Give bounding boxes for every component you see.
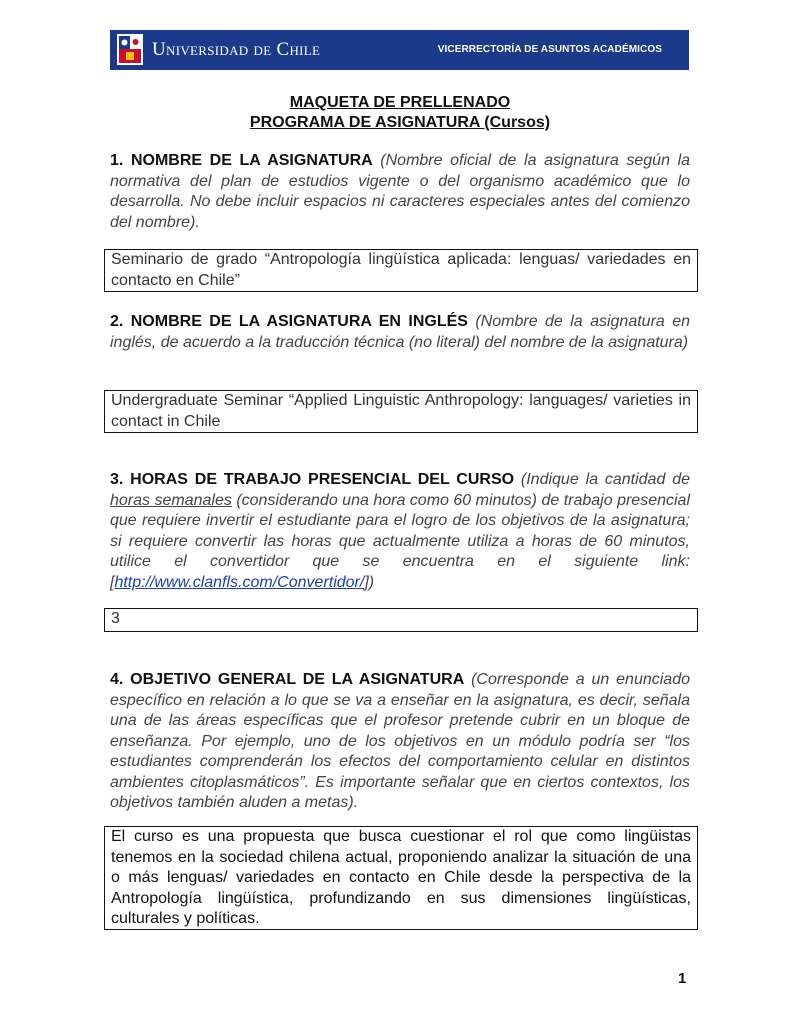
- document-title: MAQUETA DE PRELLENADO: [289, 94, 511, 111]
- section-3-desc-part1: (Indique la cantidad de: [520, 471, 690, 488]
- section-3-answer-box: [104, 608, 698, 632]
- section-1-description: (Nombre oficial de la asignatura según la normativa del plan de estudios vigente o del organismo académico que lo desarrolla. No debe incluir espacios ni caracteres especiales antes del comienzo del nombre).: [110, 152, 691, 231]
- section-2-heading: 2. NOMBRE DE LA ASIGNATURA EN INGLÉS: [110, 313, 468, 330]
- section-4-answer: El curso es una propuesta que busca cuestionar el rol que como lingüistas tenemos en la sociedad chilena actual, proponiendo analizar la situación de una o más lenguas/ variedades en contacto en Chile desde la perspectiva de la Antropología lingüística, profundizando en sus dimensiones lingüísticas, culturales y políticas.: [111, 828, 691, 927]
- section-2-description: (Nombre de la asignatura en inglés, de acuerdo a la traducción técnica (no literal) del nombre de la asignatura): [110, 313, 691, 351]
- section-3-desc-part3: ]): [364, 573, 375, 591]
- section-3-heading: 3. HORAS DE TRABAJO PRESENCIAL DEL CURSO: [110, 471, 515, 488]
- section-3-answer: 3: [111, 610, 120, 627]
- section-3-desc-part2: (considerando una hora como 60 minutos) de trabajo presencial que requiere invertir el estudiante para el logro de los objetivos de la asignatura; si requiere convertir las horas que actualmente utiliza a horas de 60 minutos, utilice el convertidor que se encuentra en el siguiente link: [: [110, 491, 691, 591]
- section-4: [110, 670, 690, 814]
- section-2: [110, 312, 690, 353]
- section-3-desc-underlined: horas semanales: [110, 491, 232, 509]
- section-3: [110, 470, 690, 593]
- convertidor-link[interactable]: http://www.clanfls.com/Convertidor/: [114, 573, 365, 591]
- vicerrectoria-label: VICERRECTORÍA DE ASUNTOS ACADÉMICOS: [437, 44, 662, 55]
- document-subtitle: PROGRAMA DE ASIGNATURA (Cursos): [249, 114, 551, 131]
- section-4-heading: 4. OBJETIVO GENERAL DE LA ASIGNATURA: [110, 671, 465, 688]
- page-number: 1: [678, 970, 687, 987]
- university-name: Universidad de Chile: [152, 39, 321, 60]
- section-2-answer-box: [104, 390, 698, 433]
- section-1-heading: 1. NOMBRE DE LA ASIGNATURA: [110, 152, 373, 169]
- section-3-description: [110, 471, 690, 591]
- section-1-answer-box: [104, 249, 698, 292]
- section-1-answer: Seminario de grado “Antropología lingüística aplicada: lenguas/ variedades en contacto en Chile”: [111, 251, 691, 289]
- section-2-answer: Undergraduate Seminar “Applied Linguistic Anthropology: languages/ varieties in contact in Chile: [111, 392, 691, 430]
- university-crest-icon: [116, 33, 144, 66]
- section-4-description: (Corresponde a un enunciado específico en relación a lo que se va a enseñar en la asignatura, es decir, señala una de las áreas específicas que el profesor pretende cubrir en un bloque de enseñanza. Por ejemplo, uno de los objetivos en un módulo podría ser “los estudiantes comprenderán los efectos del comportamiento celular en distintos ambientes citoplasmáticos”. Es importante señalar que en ciertos contextos, los objetivos también aluden a metas).: [110, 671, 690, 811]
- university-banner: [110, 30, 689, 70]
- section-1: [110, 151, 690, 233]
- section-4-answer-box: [104, 826, 698, 930]
